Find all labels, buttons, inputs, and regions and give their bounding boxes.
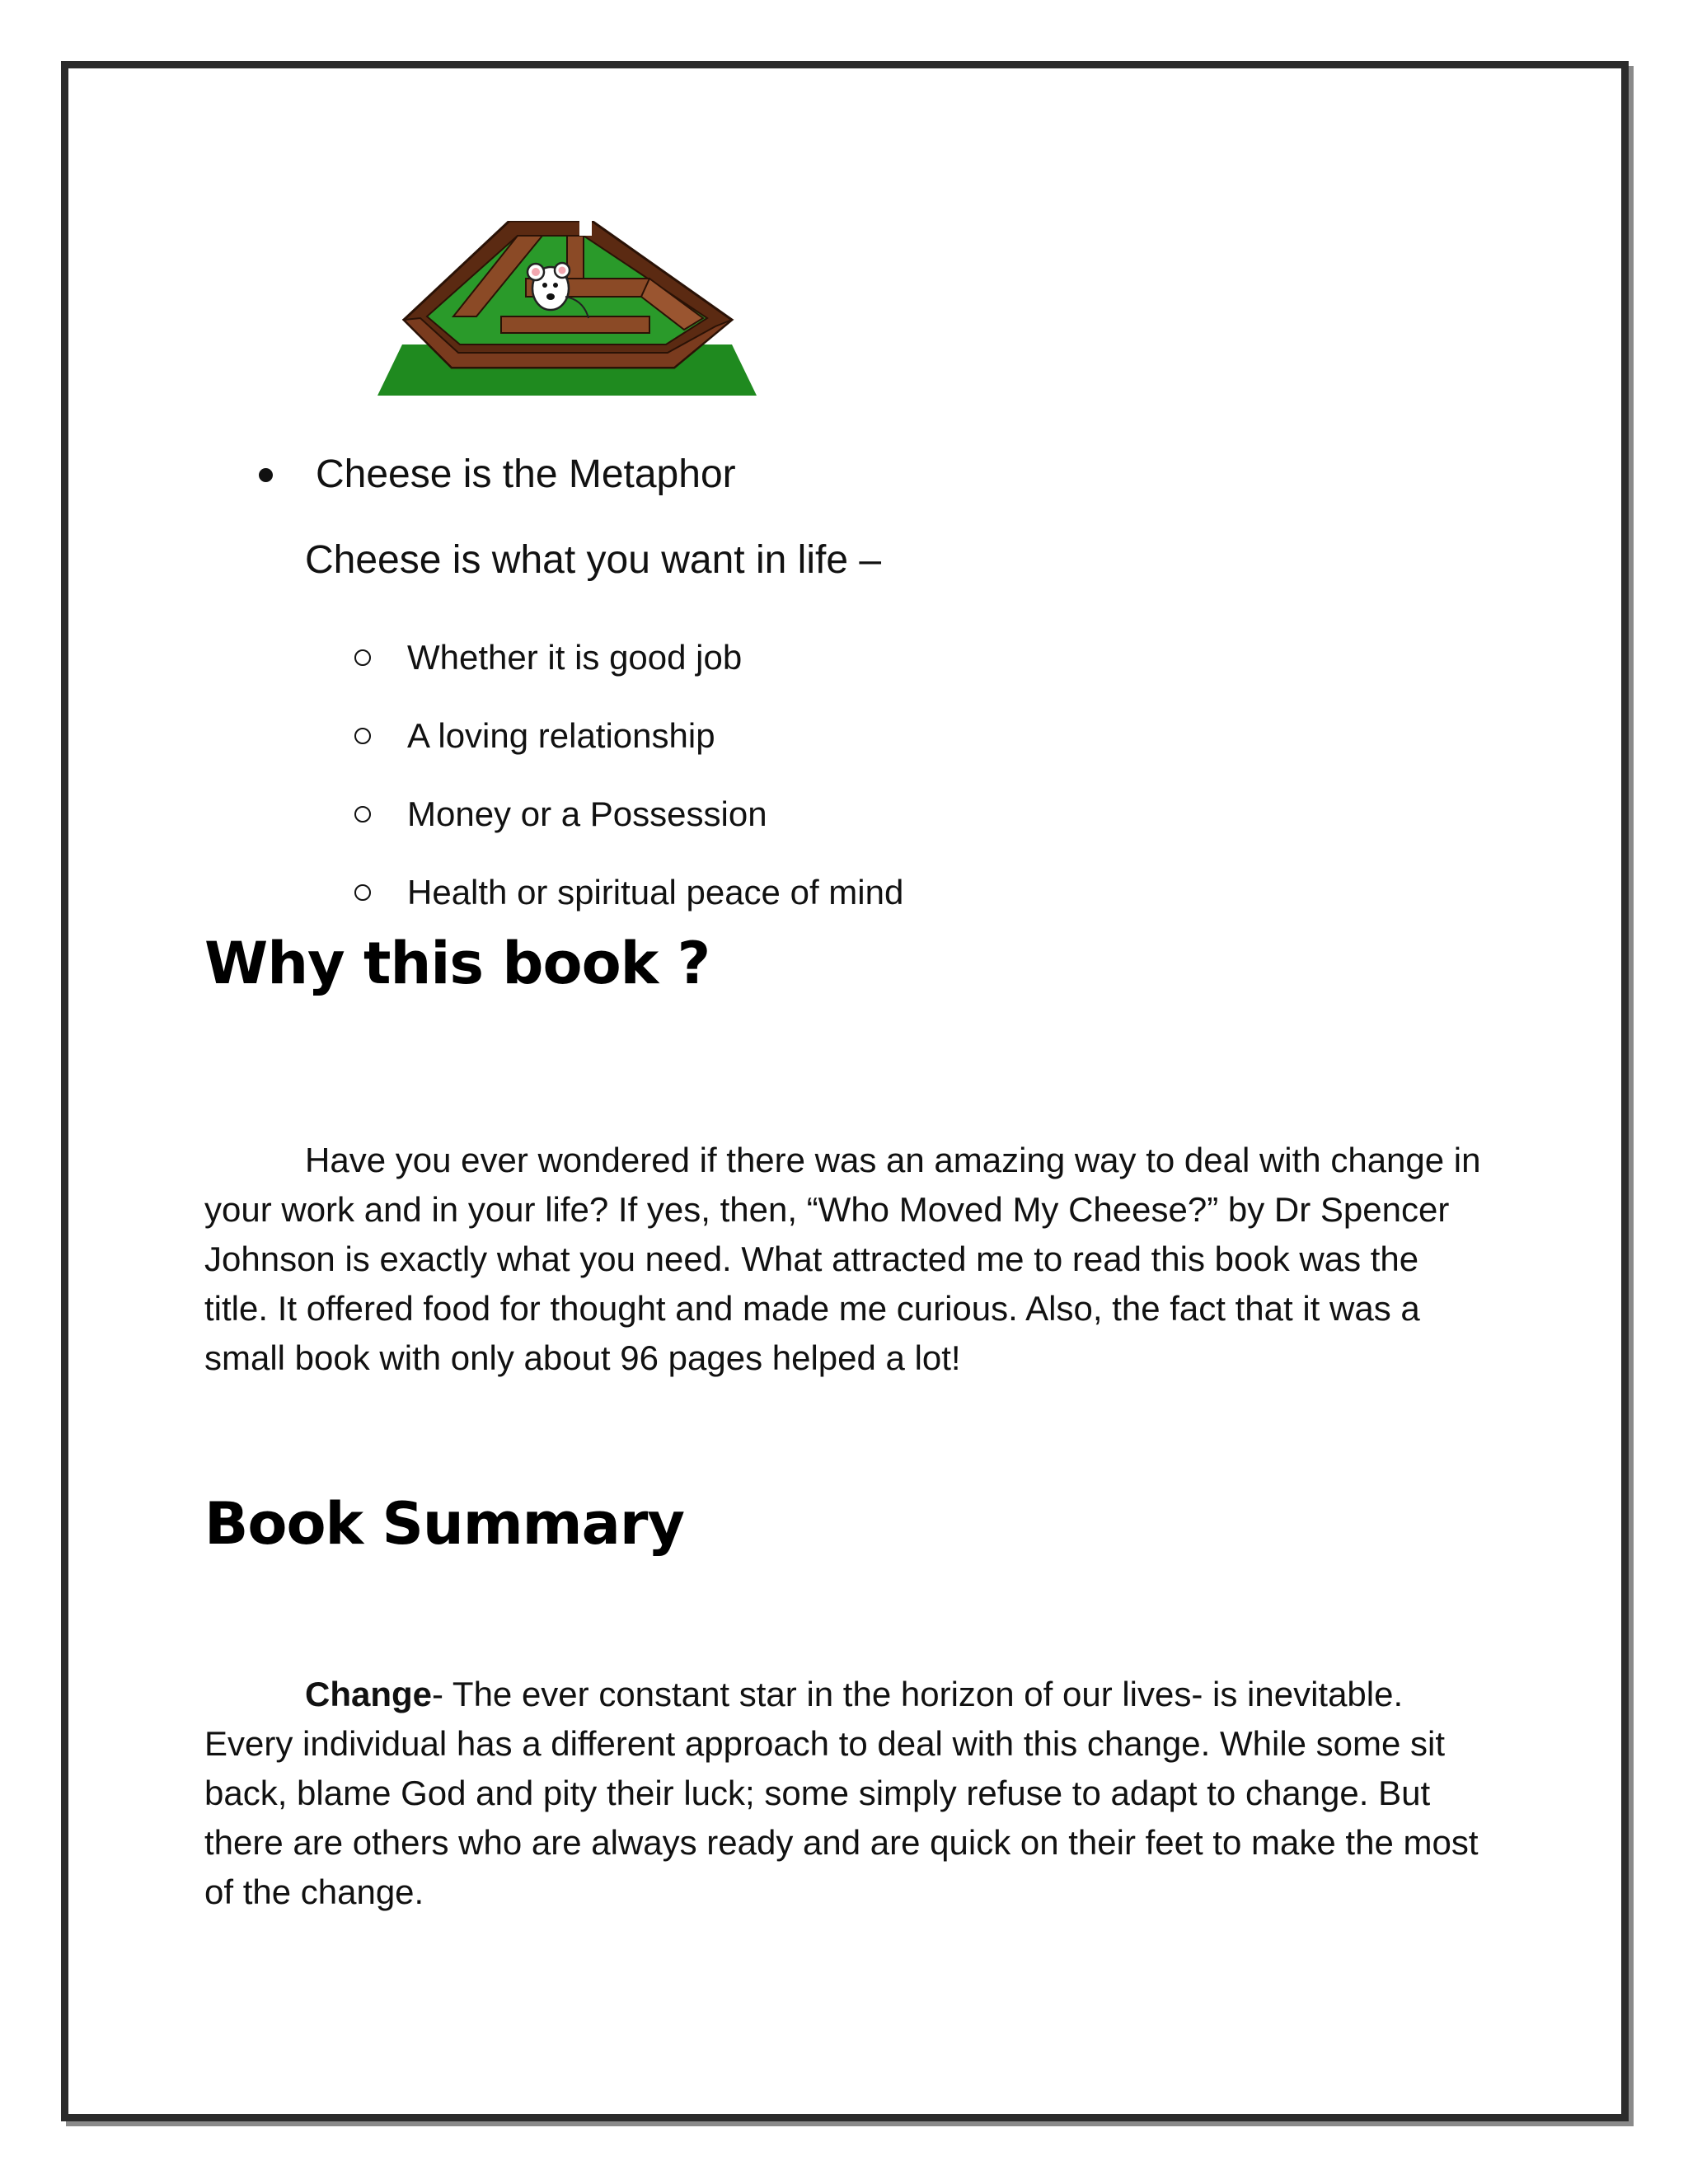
summary-text: - The ever constant star in the horizon of our lives- is inevitable. Every individual has a different approach to deal with this change. While some sit back, blame God and pity their luck; some simply refuse to adapt to change. But there are others who are always ready and are quick on their feet to make the most of the change. — [204, 1675, 1479, 1911]
lead-line: Cheese is what you want in life – — [305, 538, 882, 582]
list-item — [354, 853, 903, 931]
section-heading-summary: Book Summary — [204, 1490, 684, 1558]
maze-mouse-illustration — [377, 221, 757, 396]
list-item-text: A loving relationship — [407, 715, 715, 755]
list-item — [354, 775, 903, 853]
section-heading-why: Why this book ? — [204, 930, 710, 997]
summary-paragraph — [204, 1670, 1490, 1917]
sub-list — [354, 618, 903, 931]
circle-bullet-icon — [354, 806, 371, 823]
circle-bullet-icon — [354, 884, 371, 901]
list-item-text: Health or spiritual peace of mind — [407, 872, 904, 912]
bullet-item — [256, 450, 736, 499]
list-item — [354, 696, 903, 775]
summary-lead-bold: Change — [305, 1675, 433, 1713]
list-item-text: Money or a Possession — [407, 794, 767, 833]
why-paragraph: Have you ever wondered if there was an amazing way to deal with change in your work and in your life? If yes, then, “Who Moved My Cheese?” by Dr Spencer Johnson is exactly what you need. What attracted me to read this book was the title. It offered food for thought and made me curious. Also, the fact that it was a small book with only about 96 pages helped a lot! — [204, 1141, 1481, 1377]
list-item-text: Whether it is good job — [407, 637, 743, 677]
list-item — [354, 618, 903, 696]
circle-bullet-icon — [354, 649, 371, 666]
bullet-dot-icon — [259, 468, 273, 482]
bullet-text: Cheese is the Metaphor — [316, 452, 736, 496]
circle-bullet-icon — [354, 728, 371, 744]
